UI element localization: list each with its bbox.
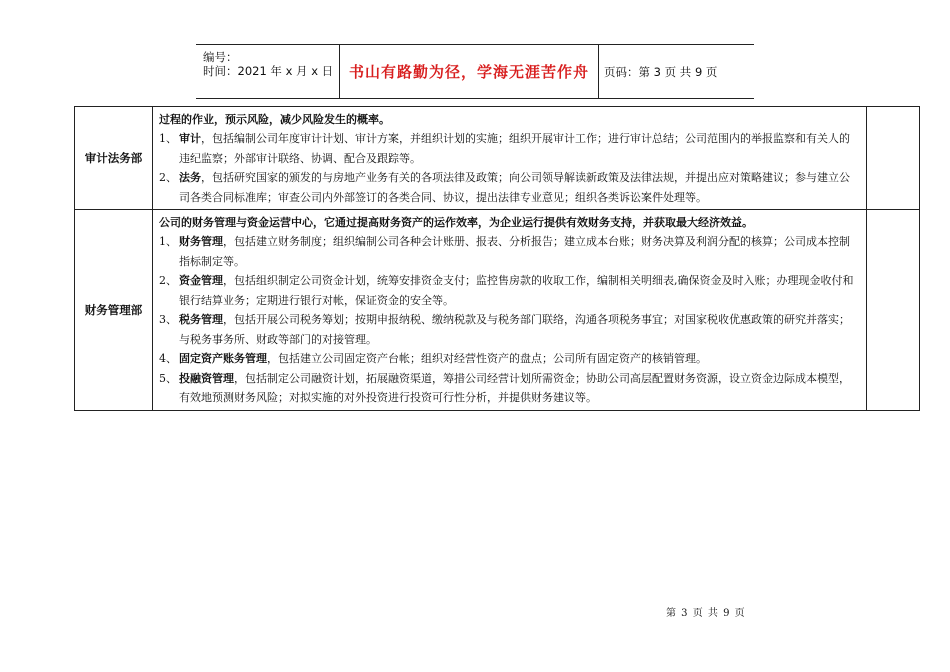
list-item xyxy=(159,232,860,271)
table-row xyxy=(75,107,920,210)
item-text: ，包括开展公司税务筹划；按期申报纳税、缴纳税款及与税务部门联络，沟通各项税务事宜；对国家税收优惠政策的研究并落实；与税务事务所、财政等部门的对接管理。 xyxy=(179,313,850,346)
header-motto-cell xyxy=(339,45,599,98)
time-label: 时间：2021 年 x 月 x 日 xyxy=(203,64,334,78)
dept-name-cell xyxy=(75,107,153,210)
motto: 书山有路勤为径，学海无涯苦作舟 xyxy=(348,63,589,81)
item-text: ，包括研究国家的颁发的与房地产业务有关的各项法律及政策；向公司领导解读新政策及法律法规，并提出应对策略建议；参与建立公司各类合同标准库；审查公司内外部签订的各类合同、协议，提出法律专业意见；组织各类诉讼案件处理等。 xyxy=(179,171,850,204)
dept-description xyxy=(153,210,867,411)
empty-cell xyxy=(867,107,920,210)
item-keyword: 审计 xyxy=(179,132,201,145)
item-text: ，包括制定公司融资计划，拓展融资渠道，筹措公司经营计划所需资金；协助公司高层配置财务资源，设立资金边际成本模型，有效地预测财务风险；对拟实施的对外投资进行投资可行性分析，并提供财务建议等。 xyxy=(179,371,850,404)
department-table xyxy=(74,106,920,411)
item-number: 2、 xyxy=(159,274,177,287)
table-row xyxy=(75,210,920,411)
list-item xyxy=(159,310,860,349)
dept-description xyxy=(153,107,867,210)
page-footer: 第 3 页 共 9 页 xyxy=(666,608,746,619)
item-keyword: 固定资产账务管理 xyxy=(179,352,267,365)
dept-name-cell xyxy=(75,210,153,411)
item-text: ，包括组织制定公司资金计划，统筹安排资金支付；监控售房款的收取工作，编制相关明细表,确保资金及时入账；办理现金收付和银行结算业务；定期进行银行对帐，保证资金的安全等。 xyxy=(179,274,854,307)
list-item xyxy=(159,168,860,207)
dept-name: 财务管理部 xyxy=(84,302,143,317)
item-number: 2、 xyxy=(159,171,177,184)
dept-intro: 公司的财务管理与资金运营中心，它通过提高财务资产的运作效率，为企业运行提供有效财务支持，并获取最大经济效益。 xyxy=(159,216,753,229)
dept-name: 审计法务部 xyxy=(84,151,143,165)
dept-intro: 过程的作业，预示风险，减少风险发生的概率。 xyxy=(159,113,390,126)
item-keyword: 资金管理 xyxy=(179,274,223,287)
item-text: ，包括建立公司固定资产台帐；组织对经营性资产的盘点；公司所有固定资产的核销管理。 xyxy=(267,352,707,365)
item-keyword: 投融资管理 xyxy=(179,371,234,385)
item-text: ，包括编制公司年度审计计划、审计方案，并组织计划的实施；组织开展审计工作；进行审计总结；公司范围内的举报监察和有关人的违纪监察；外部审计联络、协调、配合及跟踪等。 xyxy=(179,132,850,165)
page-code: 页码：第 3 页 共 9 页 xyxy=(604,64,718,79)
list-item xyxy=(159,129,860,168)
item-keyword: 财务管理 xyxy=(179,235,223,248)
item-number: 1、 xyxy=(159,235,177,248)
list-item xyxy=(159,271,860,310)
item-number: 1、 xyxy=(159,132,177,145)
item-number: 5、 xyxy=(159,371,177,385)
number-label: 编号： xyxy=(203,50,238,64)
page-header xyxy=(196,44,754,99)
empty-cell xyxy=(867,210,920,411)
item-keyword: 法务 xyxy=(179,171,201,184)
item-keyword: 税务管理 xyxy=(179,313,223,326)
item-number: 4、 xyxy=(159,352,177,365)
header-meta xyxy=(196,45,339,98)
item-number: 3、 xyxy=(159,313,177,326)
list-item xyxy=(159,369,860,408)
header-page-cell xyxy=(598,45,754,98)
list-item xyxy=(159,349,860,369)
item-text: ，包括建立财务制度；组织编制公司各种会计账册、报表、分析报告；建立成本台账；财务决算及利润分配的核算；公司成本控制指标制定等。 xyxy=(179,235,850,268)
